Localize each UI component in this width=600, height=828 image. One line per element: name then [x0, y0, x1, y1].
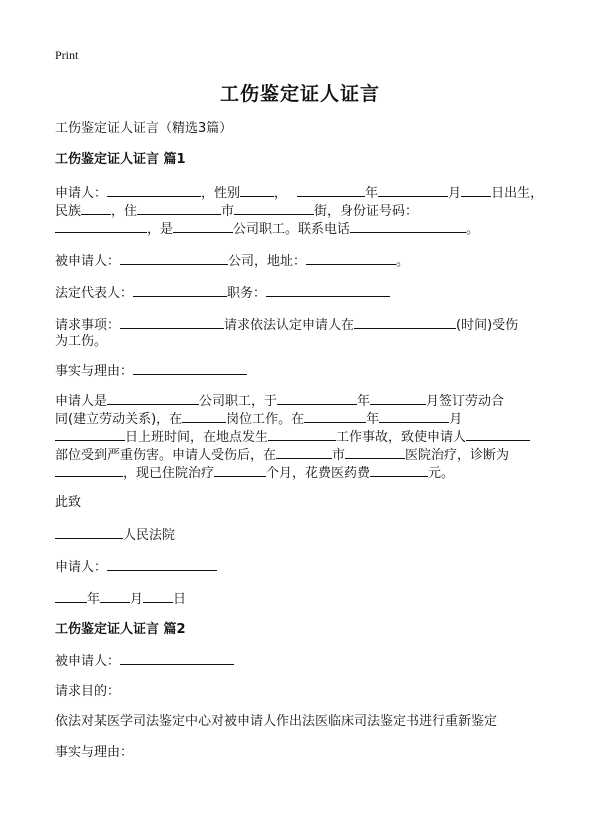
legal-rep-line [55, 283, 390, 303]
label: 申请人： [55, 186, 108, 201]
label: 。 [466, 222, 480, 237]
blank [350, 219, 466, 233]
blank [266, 283, 390, 297]
facts-label-2: 事实与理由： [55, 745, 134, 760]
request-line-1 [55, 315, 518, 335]
label: ，是 [147, 222, 174, 237]
label: 人民法院 [123, 528, 176, 543]
facts-para-line-5 [55, 463, 454, 483]
facts-para-line-1 [55, 391, 504, 411]
section-heading-1: 工伤鉴定证人证言 篇1 [55, 152, 186, 167]
subtitle: 工伤鉴定证人证言（精选3篇） [55, 121, 233, 136]
blank [240, 183, 274, 197]
label: 市 [221, 204, 235, 219]
label: 部位受到严重伤害。申请人受伤后，在 [55, 448, 277, 463]
label: 公司职工，于 [199, 394, 278, 409]
blank [277, 391, 357, 405]
blank [81, 201, 111, 215]
label: 日出生， [491, 186, 544, 201]
label: 月 [449, 412, 463, 427]
blank [100, 589, 130, 603]
blank [55, 463, 123, 477]
label: 申请人： [55, 560, 108, 575]
applicant-line-3 [55, 219, 479, 239]
label: 被申请人： [55, 254, 121, 269]
respondent-line [55, 251, 409, 271]
blank [120, 651, 234, 665]
print-label: Print [55, 48, 79, 62]
label: 日上班时间，在地点发生 [125, 430, 269, 445]
facts-para-line-4 [55, 445, 509, 465]
label: 元。 [428, 466, 455, 481]
facts-para-line-3 [55, 427, 530, 447]
label: 市 [332, 448, 346, 463]
closing: 此致 [55, 495, 82, 510]
label: 法定代表人： [55, 286, 134, 301]
label: 公司，地址： [228, 254, 307, 269]
blank [182, 409, 226, 423]
blank [55, 219, 147, 233]
blank [120, 251, 228, 265]
label: 日 [173, 592, 187, 607]
label: 事实与理由： [55, 364, 134, 379]
label: 申请人是 [55, 394, 108, 409]
blank [370, 463, 428, 477]
document-title: 工伤鉴定证人证言 [219, 83, 380, 105]
date-line [55, 589, 186, 609]
label: 月 [448, 186, 462, 201]
label: 医院治疗，诊断为 [405, 448, 510, 463]
blank [268, 427, 336, 441]
blank [107, 557, 217, 571]
label: 个月，花费医药费 [266, 466, 371, 481]
blank [354, 315, 456, 329]
blank [133, 283, 227, 297]
label: 年 [357, 394, 371, 409]
label: 月 [130, 592, 144, 607]
label: 公司职工。联系电话 [233, 222, 351, 237]
label: 请求事项： [55, 318, 121, 333]
label: ，现已住院治疗 [123, 466, 215, 481]
label: 年 [365, 186, 379, 201]
blank [297, 183, 365, 197]
blank [378, 183, 448, 197]
blank [120, 315, 224, 329]
label: 民族 [55, 204, 82, 219]
label: 年 [87, 592, 101, 607]
court-line [55, 525, 175, 545]
section-heading-2: 工伤鉴定证人证言 篇2 [55, 622, 186, 637]
blank [143, 589, 173, 603]
blank [306, 251, 396, 265]
applicant-signature-line [55, 557, 217, 577]
blank [276, 445, 332, 459]
blank [379, 409, 449, 423]
blank [345, 445, 405, 459]
facts-para-line-2 [55, 409, 462, 429]
blank [466, 427, 530, 441]
blank [173, 219, 233, 233]
facts-line [55, 361, 247, 381]
request-line-2: 为工伤。 [55, 334, 108, 349]
applicant-line-1 [55, 183, 543, 203]
label: ，性别 [201, 186, 241, 201]
blank [107, 391, 199, 405]
respondent-line-2 [55, 651, 234, 671]
blank [55, 525, 123, 539]
label: 职务： [227, 286, 267, 301]
blank [55, 589, 87, 603]
blank [234, 201, 314, 215]
blank [137, 201, 221, 215]
blank [107, 183, 201, 197]
blank [461, 183, 491, 197]
purpose-text: 依法对某医学司法鉴定中心对被申请人作出法医临床司法鉴定书进行重新鉴定 [55, 714, 498, 729]
purpose-label: 请求目的： [55, 684, 121, 699]
label: 月签订劳动合 [426, 394, 505, 409]
label: 年 [366, 412, 380, 427]
blank [370, 391, 426, 405]
blank [55, 427, 125, 441]
label: ，住 [111, 204, 138, 219]
label: ， [274, 186, 288, 201]
label: 请求依法认定申请人在 [224, 318, 355, 333]
blank [214, 463, 266, 477]
label: 工作事故，致使申请人 [336, 430, 467, 445]
blank [304, 409, 366, 423]
blank [133, 361, 247, 375]
applicant-line-2 [55, 201, 418, 221]
label: 被申请人： [55, 654, 121, 669]
label: 街，身份证号码： [314, 204, 419, 219]
label: 。 [396, 254, 410, 269]
label: 同(建立劳动关系)，在 [55, 412, 183, 427]
label: 岗位工作。在 [226, 412, 305, 427]
label: (时间)受伤 [456, 318, 519, 333]
